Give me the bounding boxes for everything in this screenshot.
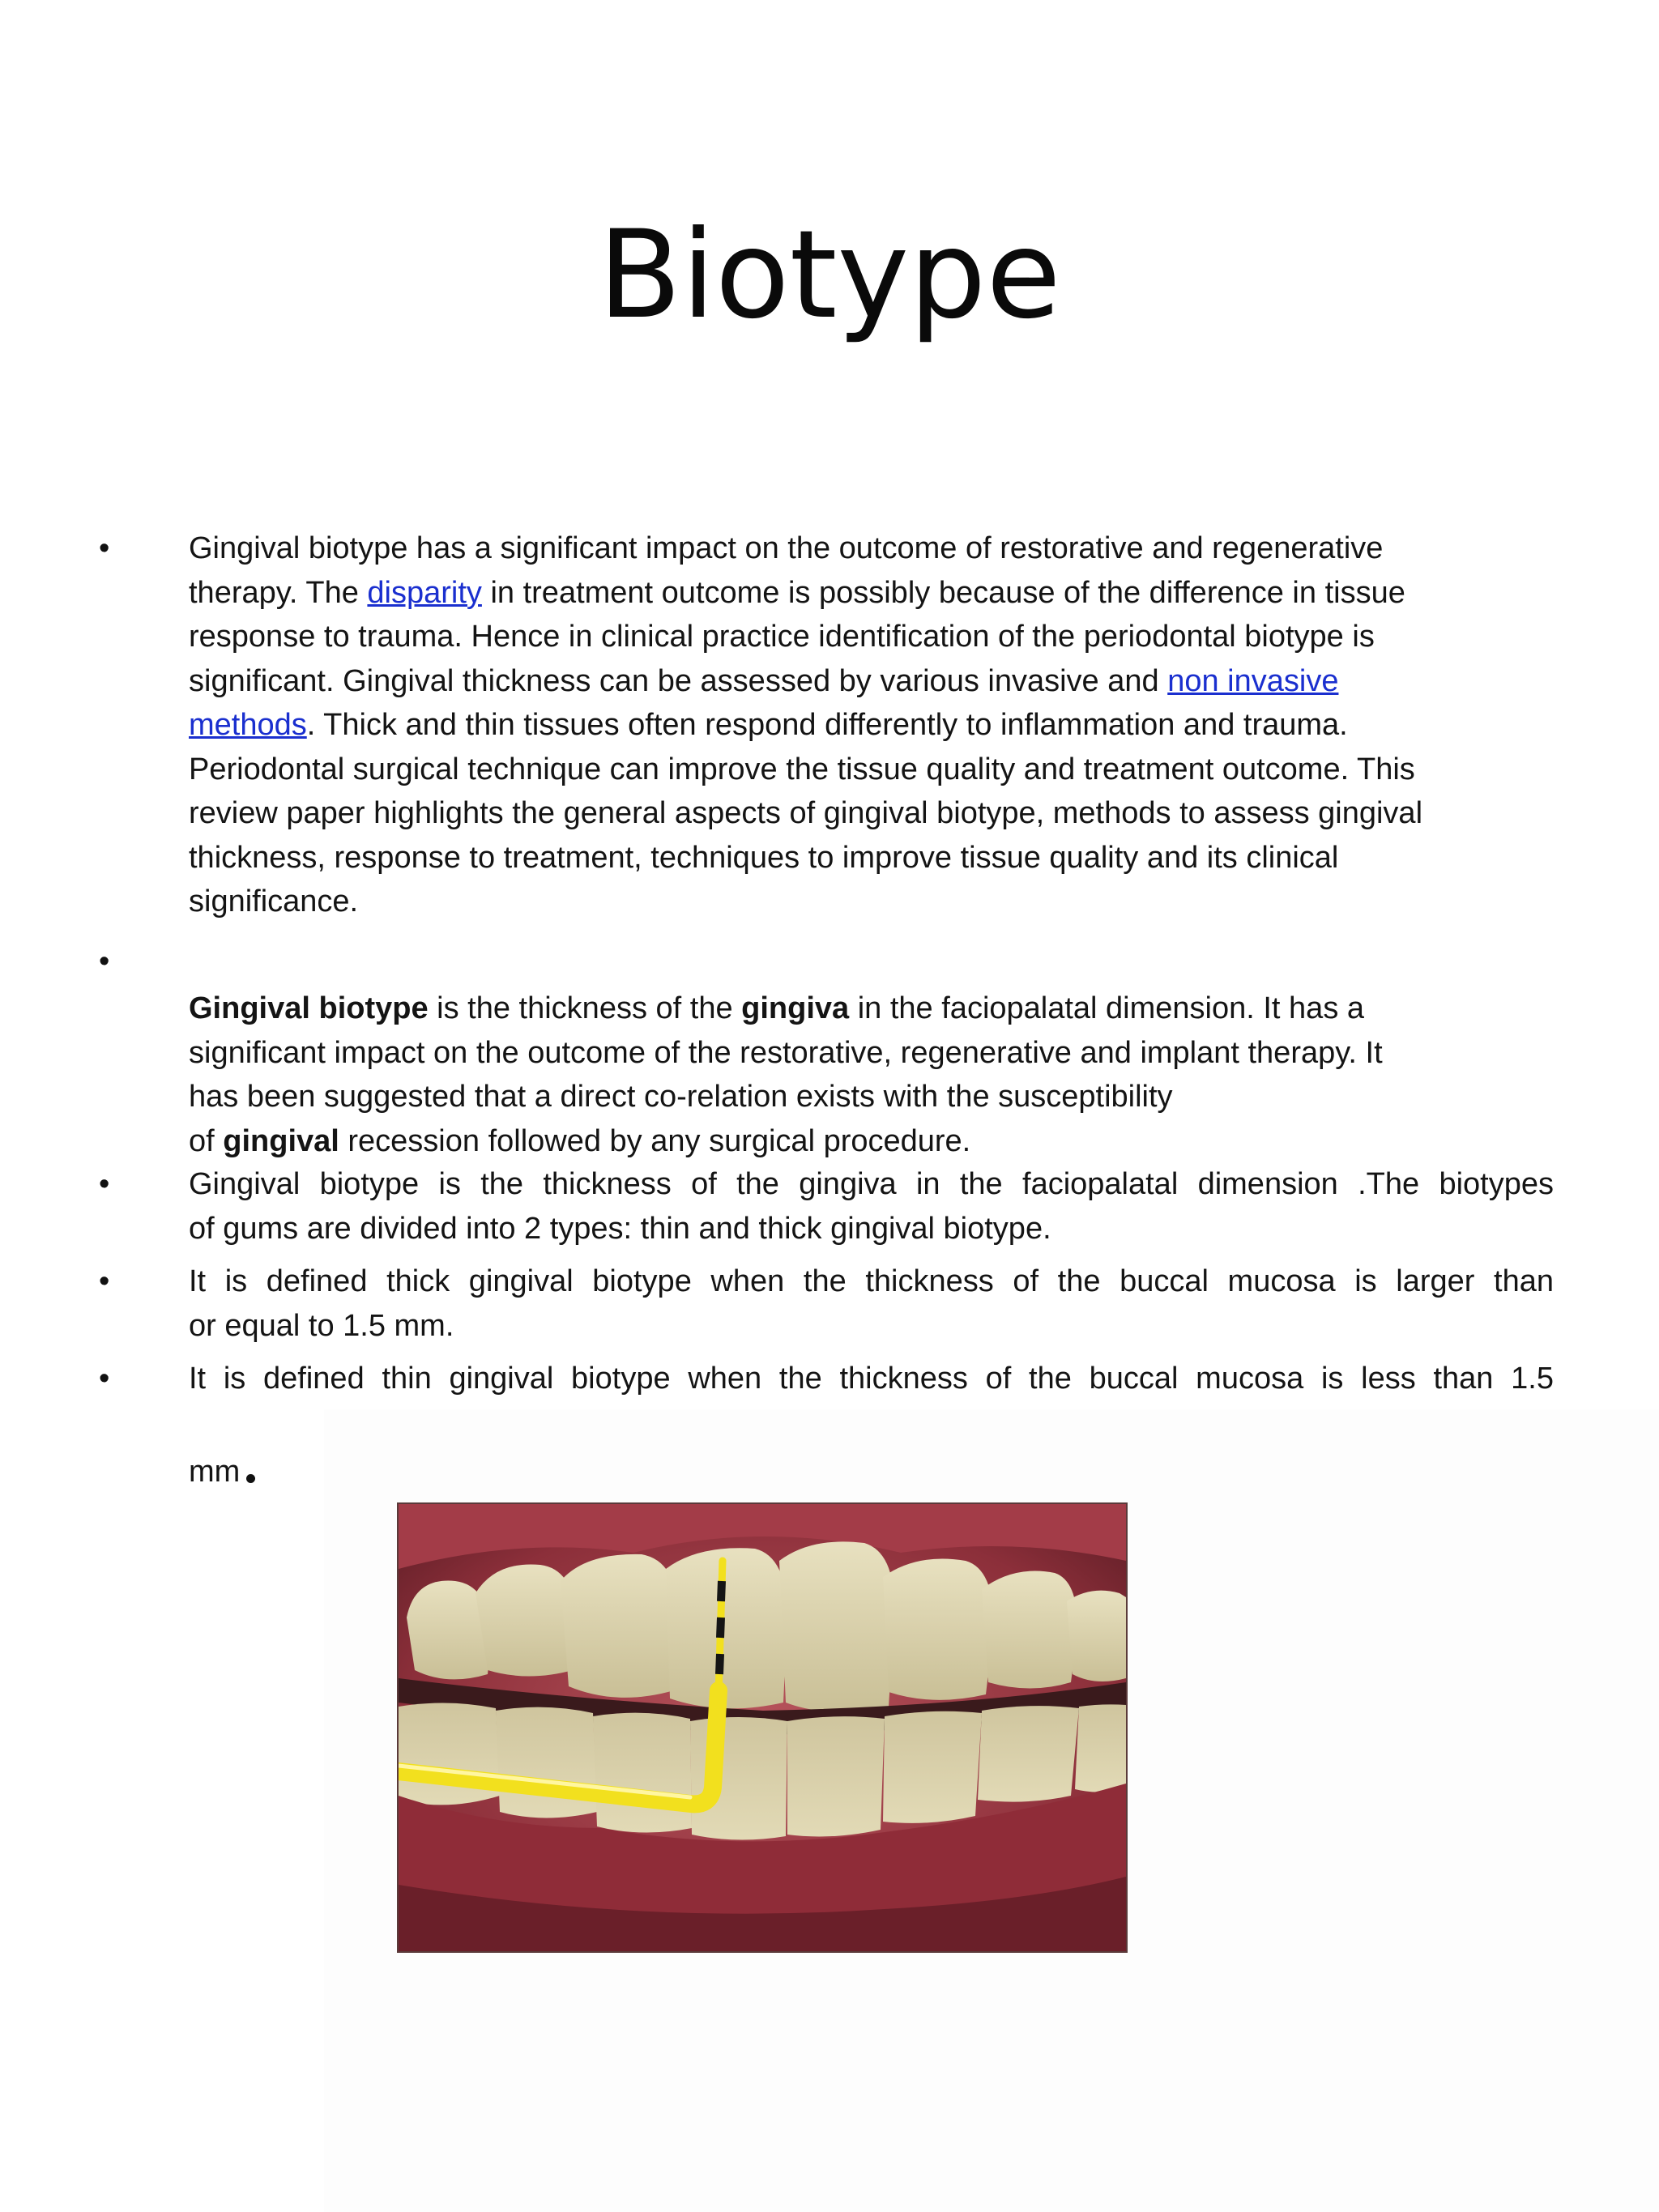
- text-line: [189, 571, 1554, 616]
- disparity-link[interactable]: disparity: [367, 575, 482, 610]
- bullet-marker: •: [99, 1362, 110, 1396]
- text-line: Gingival biotype is the thickness of the gingiva in the faciopalatal dimension .The biotypes: [189, 1167, 1554, 1201]
- text-line: has been suggested that a direct co-relation exists with the susceptibility: [189, 1080, 1173, 1114]
- bullet-1-text: [189, 526, 1554, 924]
- text-span: . Thick and thin tissues often respond differently to inflammation and trauma.: [306, 708, 1348, 742]
- term-gingival-biotype: Gingival biotype: [189, 991, 429, 1025]
- non-invasive-link[interactable]: non invasive: [1167, 663, 1339, 698]
- text-span: of: [189, 1123, 224, 1158]
- text-line: significance.: [189, 884, 359, 918]
- text-line: review paper highlights the general aspects of gingival biotype, methods to assess gingival: [189, 796, 1423, 830]
- text-line: or equal to 1.5 mm.: [189, 1308, 454, 1343]
- end-dot: [246, 1474, 255, 1483]
- text-line: [189, 659, 1554, 704]
- bullet-3-text: [189, 1162, 1554, 1251]
- text-line: [189, 1119, 1554, 1164]
- text-span: in the faciopalatal dimension. It has a: [849, 991, 1365, 1025]
- text-line: [189, 1450, 1554, 1494]
- bullet-marker: •: [99, 531, 110, 565]
- text-line: of gums are divided into 2 types: thin and thick gingival biotype.: [189, 1211, 1051, 1246]
- text-span: mm: [189, 1454, 241, 1489]
- text-line: It is defined thick gingival biotype when the thickness of the buccal mucosa is larger than: [189, 1264, 1554, 1298]
- text-span: therapy. The: [189, 575, 368, 610]
- text-line: [189, 703, 1554, 748]
- bullet-5-text: [189, 1357, 1554, 1494]
- text-span: is the thickness of the: [428, 991, 742, 1025]
- text-line: Gingival biotype has a significant impact on the outcome of restorative and regenerative: [189, 531, 1384, 565]
- term-gingiva: gingiva: [741, 991, 850, 1025]
- teeth-illustration: [399, 1504, 1126, 1951]
- gingival-probe-photo: [397, 1502, 1128, 1953]
- bullet-marker: •: [99, 1264, 110, 1298]
- text-line: [189, 987, 1554, 1031]
- bullet-4-text: [189, 1259, 1554, 1348]
- text-line: response to trauma. Hence in clinical practice identification of the periodontal biotype is: [189, 620, 1375, 654]
- term-gingival: gingival: [223, 1123, 339, 1158]
- bullet-marker: •: [99, 944, 110, 978]
- text-line: It is defined thin gingival biotype when the thickness of the buccal mucosa is less than 1.5: [189, 1362, 1554, 1396]
- methods-link[interactable]: methods: [189, 708, 307, 742]
- text-line: significant impact on the outcome of the restorative, regenerative and implant therapy. It: [189, 1035, 1383, 1070]
- bullet-2-text: [189, 987, 1554, 1163]
- bullet-marker: •: [99, 1167, 110, 1201]
- slide-title: Biotype: [598, 205, 1061, 346]
- text-span: significant. Gingival thickness can be assessed by various invasive and: [189, 663, 1168, 698]
- text-span: recession followed by any surgical procedure.: [339, 1123, 971, 1158]
- text-span: in treatment outcome is possibly because of the difference in tissue: [481, 575, 1405, 610]
- text-line: Periodontal surgical technique can improve the tissue quality and treatment outcome. This: [189, 752, 1415, 786]
- text-line: thickness, response to treatment, techniques to improve tissue quality and its clinical: [189, 840, 1339, 875]
